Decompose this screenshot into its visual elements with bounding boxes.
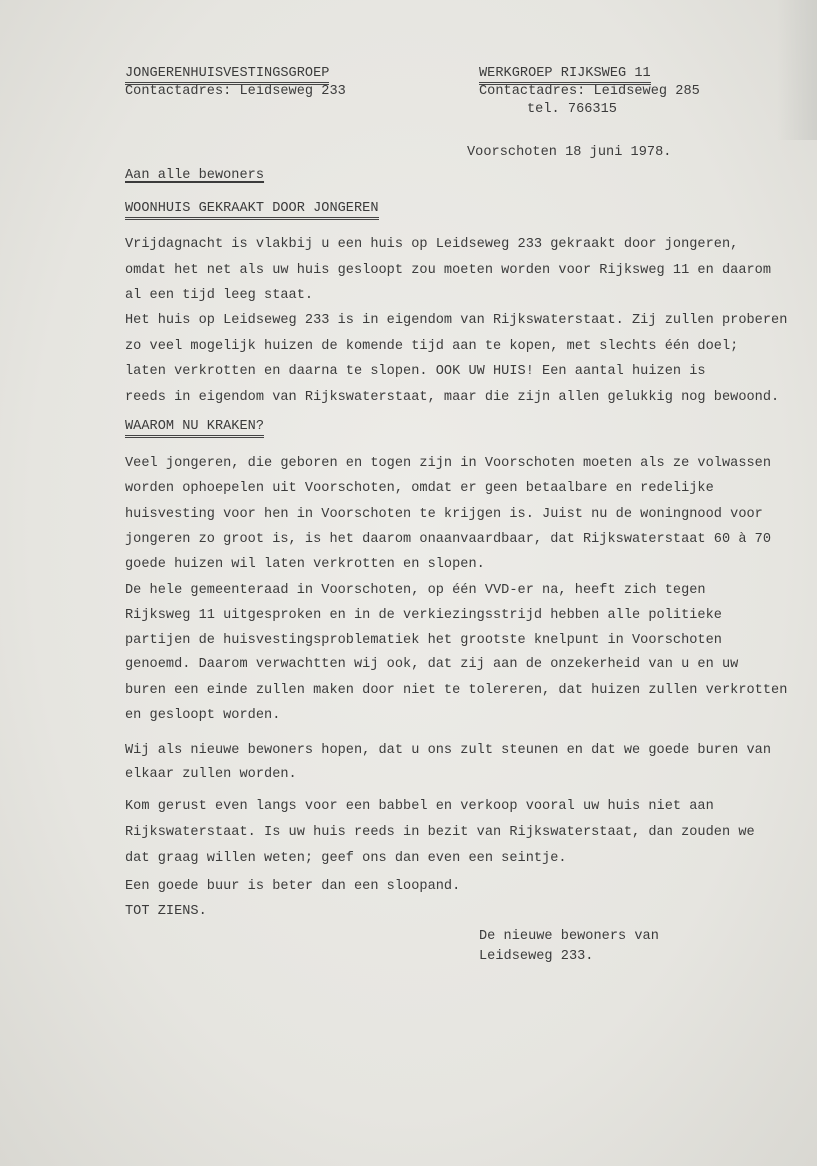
text-line: Rijkswaterstaat. Is uw huis reeds in bezit van Rijkswaterstaat, dan zouden we: [125, 825, 755, 840]
sender-left-org: [125, 66, 329, 82]
text-line: elkaar zullen worden.: [125, 767, 297, 782]
closing-greeting: TOT ZIENS.: [125, 904, 207, 919]
heading-squatted: [125, 201, 379, 217]
text-line: genoemd. Daarom verwachtten wij ook, dat zij aan de onzekerheid van u en uw: [125, 657, 739, 672]
text-line: Rijksweg 11 uitgesproken en in de verkiezingsstrijd hebben alle politieke: [125, 608, 722, 623]
org-name: WERKGROEP RIJKSWEG 11: [479, 66, 651, 85]
salutation: Aan alle bewoners: [125, 168, 265, 183]
text-line: goede huizen wil laten verkrotten en slopen.: [125, 557, 485, 572]
text-line: al een tijd leeg staat.: [125, 288, 314, 303]
letter-date: Voorschoten 18 juni 1978.: [467, 145, 672, 160]
text-line: laten verkrotten en daarna te slopen. OOK UW HUIS! Een aantal huizen is: [125, 364, 706, 379]
sender-right-tel: tel. 766315: [527, 102, 617, 117]
text-line: Vrijdagnacht is vlakbij u een huis op Leidseweg 233 gekraakt door jongeren,: [125, 237, 739, 252]
text-line: worden ophoepelen uit Voorschoten, omdat er geen betaalbare en redelijke: [125, 481, 714, 496]
signature-line: Leidseweg 233.: [479, 949, 594, 964]
text-line: jongeren zo groot is, is het daarom onaanvaardbaar, dat Rijkswaterstaat 60 à 70: [125, 532, 772, 547]
sender-left-contact: Contactadres: Leidseweg 233: [125, 84, 346, 99]
text-line: dat graag willen weten; geef ons dan even een seintje.: [125, 851, 567, 866]
text-line: Kom gerust even langs voor een babbel en verkoop vooral uw huis niet aan: [125, 799, 714, 814]
heading-text: WAAROM NU KRAKEN?: [125, 419, 264, 438]
heading-why: [125, 419, 264, 435]
heading-text: WOONHUIS GEKRAAKT DOOR JONGEREN: [125, 201, 379, 220]
text-line: huisvesting voor hen in Voorschoten te krijgen is. Juist nu de woningnood voor: [125, 507, 763, 522]
closing-line: Een goede buur is beter dan een sloopand.: [125, 879, 461, 894]
text-line: buren een einde zullen maken door niet te tolereren, dat huizen zullen verkrotten: [125, 683, 788, 698]
text-line: en gesloopt worden.: [125, 708, 281, 723]
text-line: reeds in eigendom van Rijkswaterstaat, maar die zijn allen gelukkig nog bewoond.: [125, 390, 780, 405]
text-line: Veel jongeren, die geboren en togen zijn in Voorschoten moeten als ze volwassen: [125, 456, 772, 471]
text-line: omdat het net als uw huis gesloopt zou moeten worden voor Rijksweg 11 en daarom: [125, 263, 772, 278]
org-name: JONGERENHUISVESTINGSGROEP: [125, 66, 329, 85]
text-line: Het huis op Leidseweg 233 is in eigendom van Rijkswaterstaat. Zij zullen proberen: [125, 313, 788, 328]
text-line: De hele gemeenteraad in Voorschoten, op één VVD-er na, heeft zich tegen: [125, 583, 706, 598]
paper-edge: [777, 0, 817, 140]
sender-right-contact: Contactadres: Leidseweg 285: [479, 84, 700, 99]
text-line: partijen de huisvestingsproblematiek het grootste knelpunt in Voorschoten: [125, 633, 722, 648]
text-line: zo veel mogelijk huizen de komende tijd aan te kopen, met slechts één doel;: [125, 339, 739, 354]
text-line: Wij als nieuwe bewoners hopen, dat u ons zult steunen en dat we goede buren van: [125, 743, 772, 758]
sender-right-org: [479, 66, 651, 82]
signature-line: De nieuwe bewoners van: [479, 929, 659, 944]
